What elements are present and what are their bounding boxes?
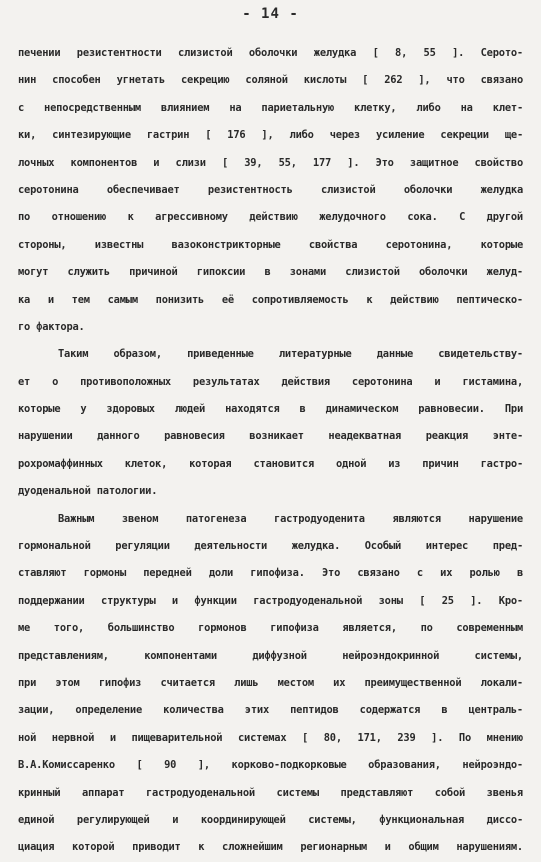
- text-line: которые у здоровых людей находятся в динамическом равновесии. При: [18, 403, 523, 416]
- text-line: серотонина обеспечивает резистентность слизистой оболочки желудка: [18, 183, 523, 196]
- text-line: нарушении данного равновесия возникает неадекватная реакция энте-: [18, 430, 523, 443]
- text-line: ме того, большинство гормонов гипофиза является, по современным: [18, 622, 523, 635]
- text-line: циация которой приводит к сложнейшим регионарным и общим нарушениям.: [18, 841, 523, 854]
- text-line: ет о противоположных результатах действия серотонина и гистамина,: [18, 375, 523, 388]
- text-line: ной нервной и пищеварительной системах [ 80, 171, 239 ]. По мнению: [18, 731, 523, 744]
- text-line: кринный аппарат гастродуоденальной системы представляют собой звенья: [18, 786, 523, 799]
- text-line: лочных компонентов и слизи [ 39, 55, 177 ]. Это защитное свойство: [18, 156, 523, 169]
- text-line: рохромаффинных клеток, которая становится одной из причин гастро-: [18, 457, 523, 470]
- text-line: по отношению к агрессивному действию желудочного сока. С другой: [18, 211, 523, 224]
- page-number: - 14 -: [242, 6, 299, 22]
- text-line: печении резистентности слизистой оболочки желудка [ 8, 55 ]. Серото-: [18, 47, 523, 59]
- body-text: [18, 40, 523, 862]
- text-line: дуоденальной патологии.: [18, 485, 158, 498]
- text-line: Важным звеном патогенеза гастродуоденита являются нарушение: [58, 512, 523, 525]
- text-line: представлениям, компонентами диффузной нейроэндокринной системы,: [18, 649, 523, 662]
- text-line: нин способен угнетать секрецию соляной кислоты [ 262 ], что связано: [18, 74, 523, 87]
- text-line: ставляют гормоны передней доли гипофиза. Это связано с их ролью в: [18, 567, 523, 580]
- text-line: В.А.Комиссаренко [ 90 ], корково-подкорковые образования, нейроэндо-: [18, 759, 523, 772]
- text-line: поддержании структуры и функции гастродуоденальной зоны [ 25 ]. Кро-: [18, 594, 523, 607]
- text-line: гормональной регуляции деятельности желудка. Особый интерес пред-: [18, 540, 523, 553]
- text-line: стороны, известны вазоконстрикторные свойства серотонина, которые: [18, 238, 523, 251]
- text-line: ка и тем самым понизить её сопротивляемость к действию пептическо-: [18, 293, 523, 306]
- text-line: при этом гипофиз считается лишь местом их преимущественной локали-: [18, 676, 523, 689]
- text-line: могут служить причиной гипоксии в зонами слизистой оболочки желуд-: [18, 266, 523, 279]
- text-line: единой регулирующей и координирующей системы, функциональная диссо-: [18, 813, 523, 826]
- text-line: с непосредственным влиянием на париетальную клетку, либо на клет-: [18, 101, 523, 114]
- text-line: ки, синтезирующие гастрин [ 176 ], либо через усиление секреции ще-: [18, 129, 523, 142]
- text-line: Таким образом, приведенные литературные данные свидетельству-: [58, 348, 523, 361]
- text-line: зации, определение количества этих пептидов содержатся в централь-: [18, 704, 523, 717]
- text-line: го фактора.: [18, 320, 85, 333]
